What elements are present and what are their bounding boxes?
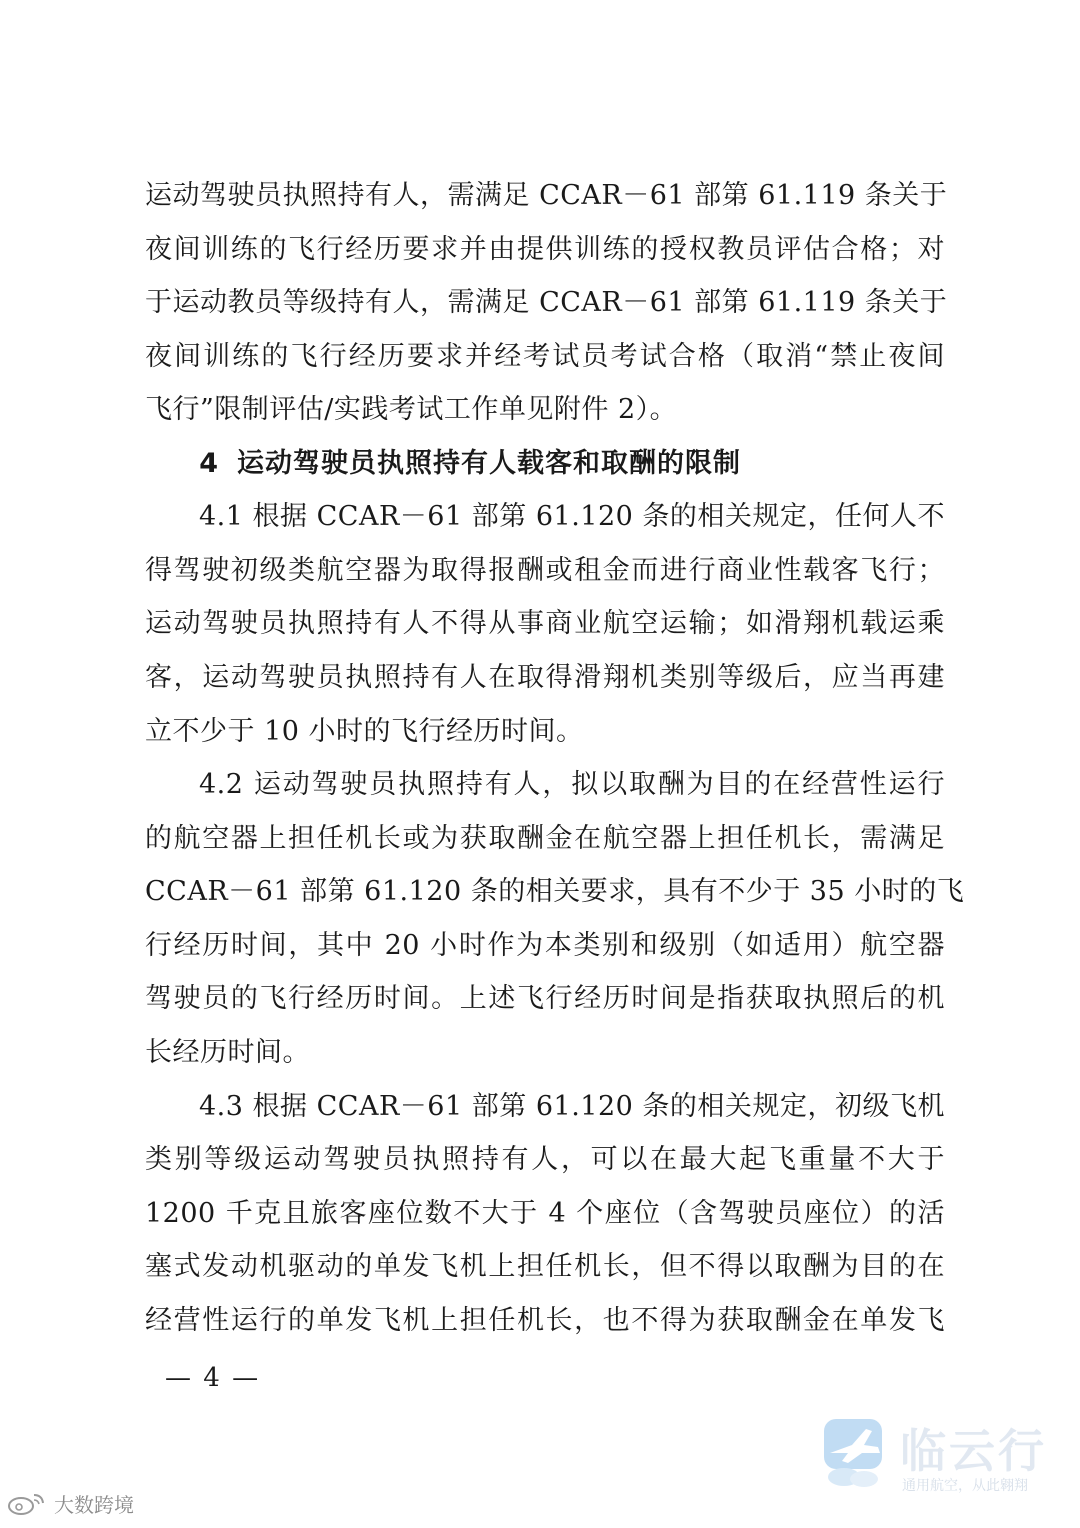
paragraph-line: 类别等级运动驾驶员执照持有人，可以在最大起飞重量不大于: [145, 1144, 945, 1175]
paragraph-line: 4.3 根据 CCAR－61 部第 61.120 条的相关规定，初级飞机: [199, 1091, 945, 1122]
brand-watermark: [822, 1415, 1057, 1500]
section-title: 运动驾驶员执照持有人载客和取酬的限制: [237, 448, 741, 479]
paragraph-line: 夜间训练的飞行经历要求并经考试员考试合格（取消“禁止夜间: [145, 341, 945, 372]
paragraph-line: CCAR－61 部第 61.120 条的相关要求，具有不少于 35 小时的飞: [145, 876, 965, 907]
paragraph-line: 经营性运行的单发飞机上担任机长，也不得为获取酬金在单发飞: [145, 1305, 945, 1336]
page-number: — 4 —: [165, 1363, 261, 1393]
paragraph-line: 得驾驶初级类航空器为取得报酬或租金而进行商业性载客飞行；: [145, 555, 945, 586]
paragraph-line: 行经历时间，其中 20 小时作为本类别和级别（如适用）航空器: [145, 930, 945, 961]
paragraph-line: 4.1 根据 CCAR－61 部第 61.120 条的相关规定，任何人不: [199, 501, 945, 532]
section-number: 4: [199, 448, 219, 479]
weibo-icon: [6, 1490, 48, 1516]
weibo-account-name: 大数跨境: [54, 1492, 134, 1517]
paragraph-line: 的航空器上担任机长或为获取酬金在航空器上担任机长，需满足: [145, 823, 945, 854]
paragraph-line: 塞式发动机驱动的单发飞机上担任机长，但不得以取酬为目的在: [145, 1251, 945, 1282]
section-heading: [145, 444, 945, 484]
paragraph-line: 长经历时间。: [145, 1037, 310, 1068]
paragraph-line: 运动驾驶员执照持有人，需满足 CCAR－61 部第 61.119 条关于: [145, 180, 948, 211]
weibo-watermark: [6, 1488, 134, 1518]
paragraph-line: 运动驾驶员执照持有人不得从事商业航空运输；如滑翔机载运乘: [145, 608, 945, 639]
brand-slogan: 通用航空，从此翱翔: [902, 1478, 1028, 1494]
airplane-logo-icon: [822, 1417, 884, 1495]
paragraph-line: 客，运动驾驶员执照持有人在取得滑翔机类别等级后，应当再建: [145, 662, 945, 693]
paragraph-line: 立不少于 10 小时的飞行经历时间。: [145, 716, 584, 747]
paragraph-line: 夜间训练的飞行经历要求并由提供训练的授权教员评估合格；对: [145, 234, 945, 265]
paragraph-line: 4.2 运动驾驶员执照持有人，拟以取酬为目的在经营性运行: [199, 769, 945, 800]
brand-name: 临云行: [900, 1424, 1047, 1478]
paragraph-line: 于运动教员等级持有人，需满足 CCAR－61 部第 61.119 条关于: [145, 287, 948, 318]
paragraph-line: 驾驶员的飞行经历时间。上述飞行经历时间是指获取执照后的机: [145, 983, 945, 1014]
paragraph-line: 1200 千克且旅客座位数不大于 4 个座位（含驾驶员座位）的活: [145, 1198, 945, 1229]
paragraph-line: 飞行”限制评估/实践考试工作单见附件 2）。: [145, 394, 678, 425]
